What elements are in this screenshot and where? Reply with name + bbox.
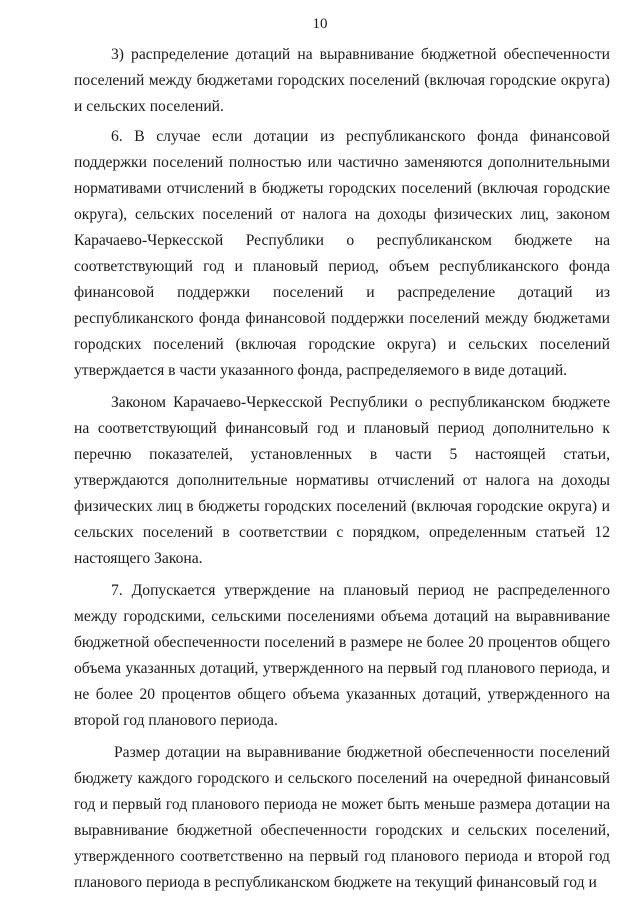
- paragraph-section-6: 6. В случае если дотации из республиканского фонда финансовой поддержки поселений полностью или частично заменяются дополнительными нормативами отчислений в бюджеты городских поселений (включая городские округа), сельских поселений от налога на доходы физических лиц, законом Карачаево-Черкесской Республики о республиканском бюджете на соответствующий год и плановый период, объем республиканского фонда финансовой поддержки поселений и распределение дотаций из республиканского фонда финансовой поддержки поселений между бюджетами городских поселений (включая городские округа) и сельских поселений утверждается в части указанного фонда, распределяемого в виде дотаций.: [74, 128, 610, 379]
- paragraph-section-7: 7. Допускается утверждение на плановый период не распределенного между городскими, сельскими поселениями объема дотаций на выравнивание бюджетной обеспеченности поселений в размере не более 20 процентов общего объема указанных дотаций, утвержденного на первый год планового периода, и не более 20 процентов общего объема указанных дотаций, утвержденного на второй год планового периода.: [74, 582, 610, 729]
- paragraph-law-supplement: Законом Карачаево-Черкесской Республики о республиканском бюджете на соответствующий финансовый год и плановый период дополнительно к перечню показателей, установленных в части 5 настоящей статьи, утверждаются дополнительные нормативы отчислений от налога на доходы физических лиц в бюджеты городских поселений (включая городские округа) и сельских поселений в соответствии с порядком, определенным статьей 12 настоящего Закона.: [74, 394, 610, 567]
- document-body: [74, 42, 610, 902]
- page-number: 10: [312, 16, 328, 32]
- paragraph-subsidy-size: Размер дотации на выравнивание бюджетной обеспеченности поселений бюджету каждого городского и сельского поселений на очередной финансовый год и первый год планового периода не может быть меньше размера дотации на выравнивание бюджетной обеспеченности городских и сельских поселений, утвержденного соответственно на первый год планового периода и второй год планового периода в республиканском бюджете на текущий финансовый год и: [74, 744, 610, 891]
- paragraph-item-3: 3) распределение дотаций на выравнивание бюджетной обеспеченности поселений между бюджетами городских поселений (включая городские округа) и сельских поселений.: [74, 46, 610, 115]
